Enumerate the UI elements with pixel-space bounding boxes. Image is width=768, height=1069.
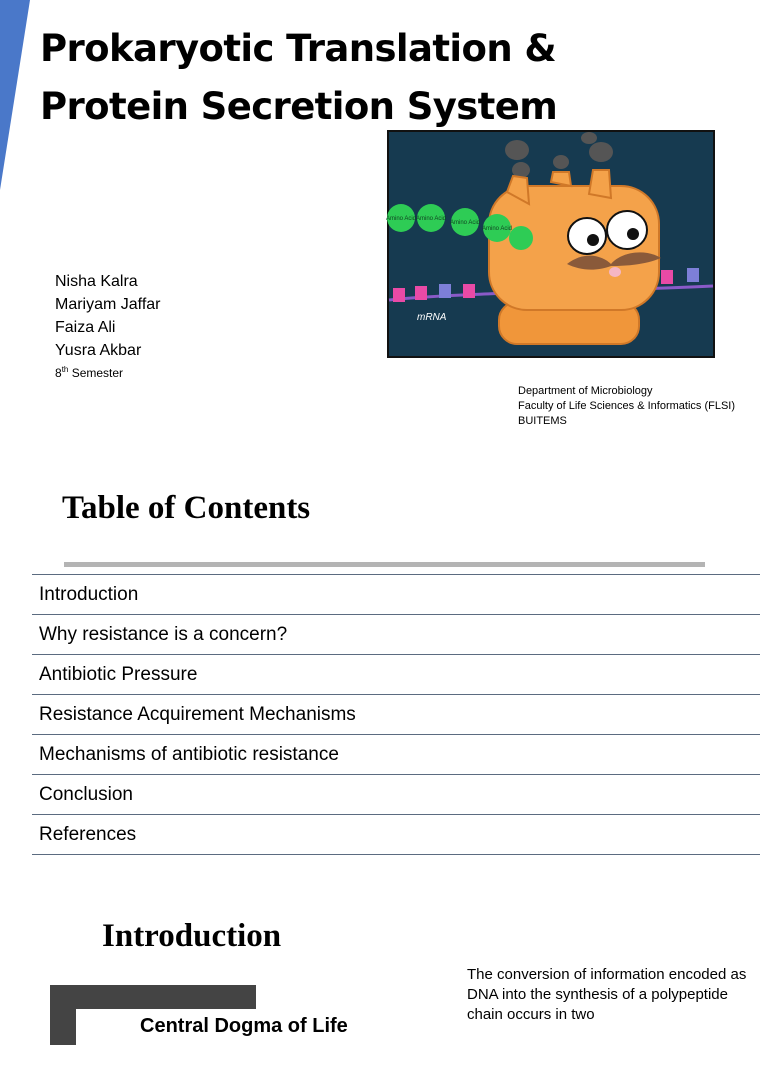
amino-acid-label: Amino Acid — [449, 220, 481, 226]
tongue — [609, 267, 621, 277]
toc-title: Table of Contents — [62, 490, 311, 526]
semester-label: Semester — [68, 366, 124, 380]
semester-suffix: th — [61, 365, 69, 374]
department-line: Department of Microbiology — [518, 385, 653, 397]
amino-acid-label: Amino Acid — [385, 216, 417, 222]
slide-title-line-2: Protein Secretion System — [40, 85, 558, 128]
toc-item[interactable]: Resistance Acquirement Mechanisms — [32, 695, 760, 735]
author-name: Yusra Akbar — [55, 342, 142, 359]
slide-title — [40, 20, 557, 136]
dogma-diagram-label: Central Dogma of Life — [140, 1015, 348, 1037]
toc-item[interactable]: References — [32, 815, 760, 855]
ribosome-illustration — [387, 130, 715, 358]
accent-bar — [0, 0, 30, 190]
toc-item[interactable]: Mechanisms of antibiotic resistance — [32, 735, 760, 775]
toc-list — [32, 574, 760, 855]
toc-item[interactable]: Conclusion — [32, 775, 760, 815]
department-info — [518, 384, 735, 429]
dogma-diagram-clip — [50, 985, 360, 1037]
slide-title-line-1: Prokaryotic Translation & — [40, 27, 557, 70]
author-list — [55, 270, 161, 381]
semester — [55, 362, 161, 381]
semester-ordinal: 8 — [55, 366, 62, 380]
author-name: Nisha Kalra — [55, 273, 138, 290]
amino-acid-label: Amino Acid — [481, 226, 513, 232]
faculty-line: Faculty of Life Sciences & Informatics (FLSI) — [518, 400, 736, 412]
mrna-label: mRNA — [417, 312, 447, 323]
amino-acid-label: Amino Acid — [415, 216, 447, 222]
author-name: Faiza Ali — [55, 319, 116, 336]
ribosome-cartoon — [385, 132, 713, 356]
toc-item[interactable]: Introduction — [32, 575, 760, 615]
toc-item[interactable]: Antibiotic Pressure — [32, 655, 760, 695]
toc-divider — [64, 562, 705, 567]
introduction-title: Introduction — [102, 918, 282, 954]
toc-item[interactable]: Why resistance is a concern? — [32, 615, 760, 655]
author-name: Mariyam Jaffar — [55, 296, 161, 313]
university-line: BUITEMS — [518, 415, 567, 427]
introduction-text: The conversion of information encoded as DNA into the synthesis of a polypeptide chain occurs in two — [467, 966, 747, 1023]
